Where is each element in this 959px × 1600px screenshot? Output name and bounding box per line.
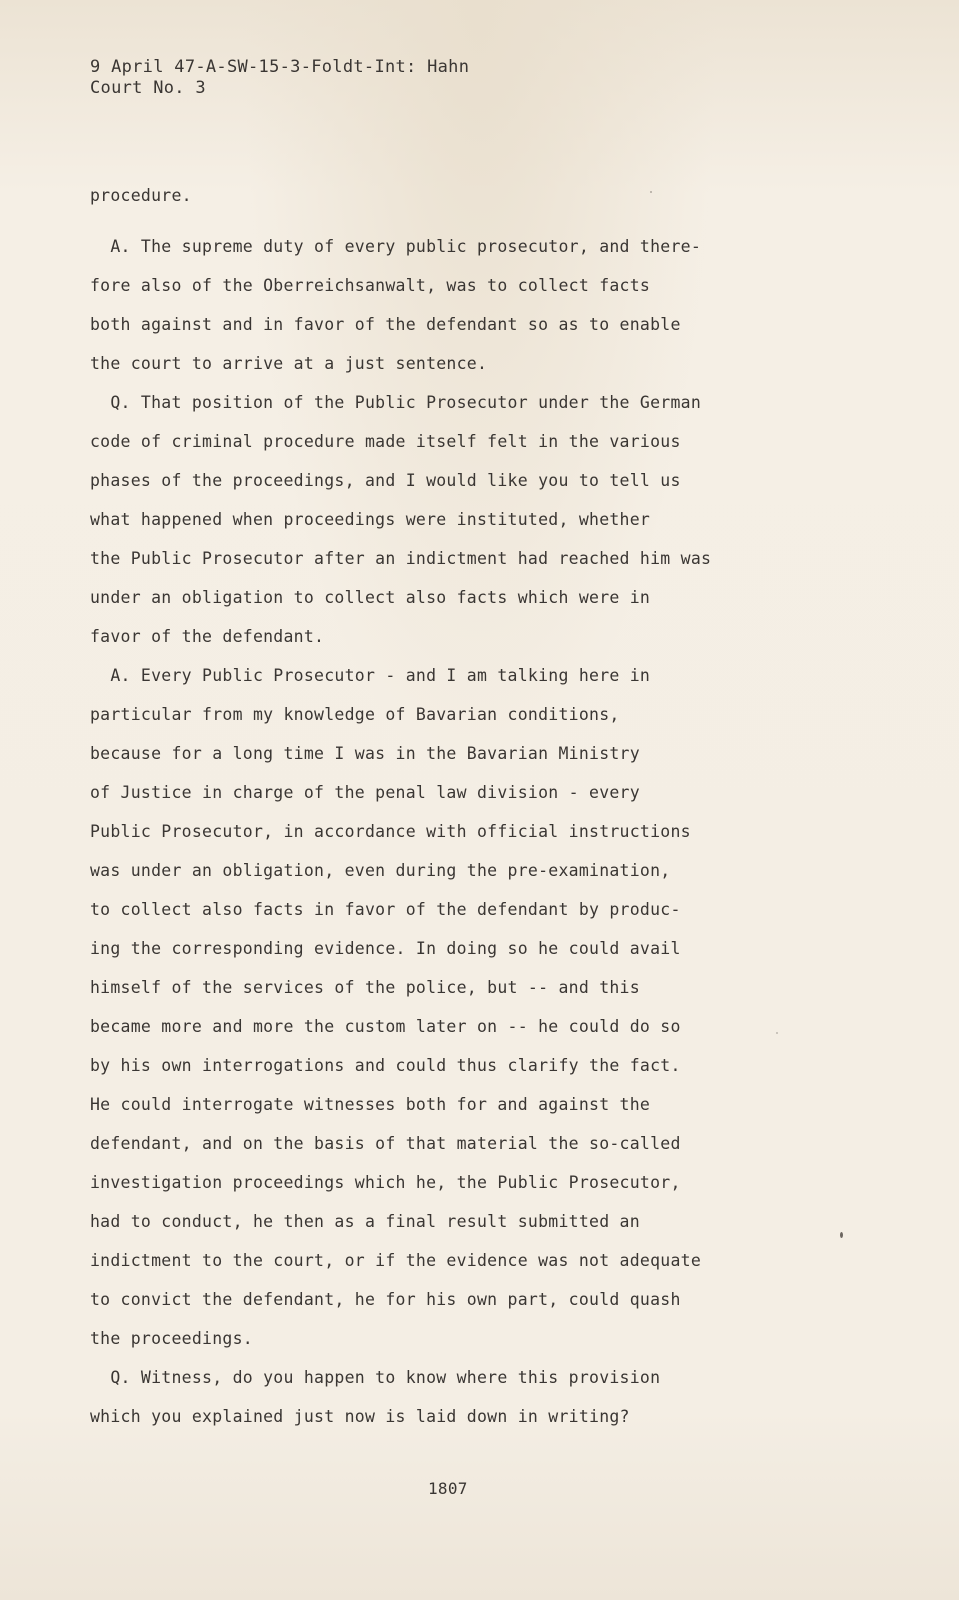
transcript-line: under an obligation to collect also facts which were in xyxy=(90,588,651,607)
header-session-line: 9 April 47-A-SW-15-3-Foldt-Int: Hahn xyxy=(90,57,470,77)
paper-speck xyxy=(776,1032,778,1034)
transcript-line: had to conduct, he then as a final result submitted an xyxy=(90,1212,640,1231)
transcript-line: Q. Witness, do you happen to know where this provision xyxy=(90,1368,661,1387)
header-court-line: Court No. 3 xyxy=(90,78,206,98)
transcript-line: phases of the proceedings, and I would like you to tell us xyxy=(90,471,681,490)
transcript-line: defendant, and on the basis of that material the so-called xyxy=(90,1134,681,1153)
transcript-line: particular from my knowledge of Bavarian conditions, xyxy=(90,705,620,724)
transcript-line: Public Prosecutor, in accordance with official instructions xyxy=(90,822,691,841)
transcript-line: A. Every Public Prosecutor - and I am talking here in xyxy=(90,666,651,685)
page-number: 1807 xyxy=(428,1479,468,1498)
transcript-line: fore also of the Oberreichsanwalt, was to collect facts xyxy=(90,276,651,295)
transcript-line: ing the corresponding evidence. In doing so he could avail xyxy=(90,939,681,958)
transcript-line: the Public Prosecutor after an indictment had reached him was xyxy=(90,549,712,568)
paper-speck xyxy=(650,191,652,193)
transcript-line: was under an obligation, even during the pre-examination, xyxy=(90,861,671,880)
transcript-line: to convict the defendant, he for his own part, could quash xyxy=(90,1290,681,1309)
transcript-line: indictment to the court, or if the evidence was not adequate xyxy=(90,1251,702,1270)
transcript-line: by his own interrogations and could thus clarify the fact. xyxy=(90,1056,681,1075)
transcript-line: procedure. xyxy=(90,186,192,205)
transcript-line: which you explained just now is laid down in writing? xyxy=(90,1407,630,1426)
transcript-line: because for a long time I was in the Bavarian Ministry xyxy=(90,744,640,763)
transcript-line: investigation proceedings which he, the Public Prosecutor, xyxy=(90,1173,681,1192)
transcript-line: Q. That position of the Public Prosecutor under the German xyxy=(90,393,702,412)
transcript-line: what happened when proceedings were instituted, whether xyxy=(90,510,651,529)
transcript-line: code of criminal procedure made itself felt in the various xyxy=(90,432,681,451)
transcript-body xyxy=(90,176,930,1436)
document-header xyxy=(90,57,469,99)
transcript-line: both against and in favor of the defendant so as to enable xyxy=(90,315,681,334)
transcript-line: the proceedings. xyxy=(90,1329,253,1348)
transcript-line: of Justice in charge of the penal law division - every xyxy=(90,783,640,802)
transcript-line: favor of the defendant. xyxy=(90,627,325,646)
transcript-line: the court to arrive at a just sentence. xyxy=(90,354,488,373)
transcript-line: He could interrogate witnesses both for and against the xyxy=(90,1095,651,1114)
transcript-line: became more and more the custom later on -- he could do so xyxy=(90,1017,681,1036)
transcript-line: himself of the services of the police, but -- and this xyxy=(90,978,640,997)
transcript-line: A. The supreme duty of every public prosecutor, and there- xyxy=(90,237,702,256)
paper-speck xyxy=(840,1232,843,1238)
transcript-line: to collect also facts in favor of the defendant by produc- xyxy=(90,900,681,919)
